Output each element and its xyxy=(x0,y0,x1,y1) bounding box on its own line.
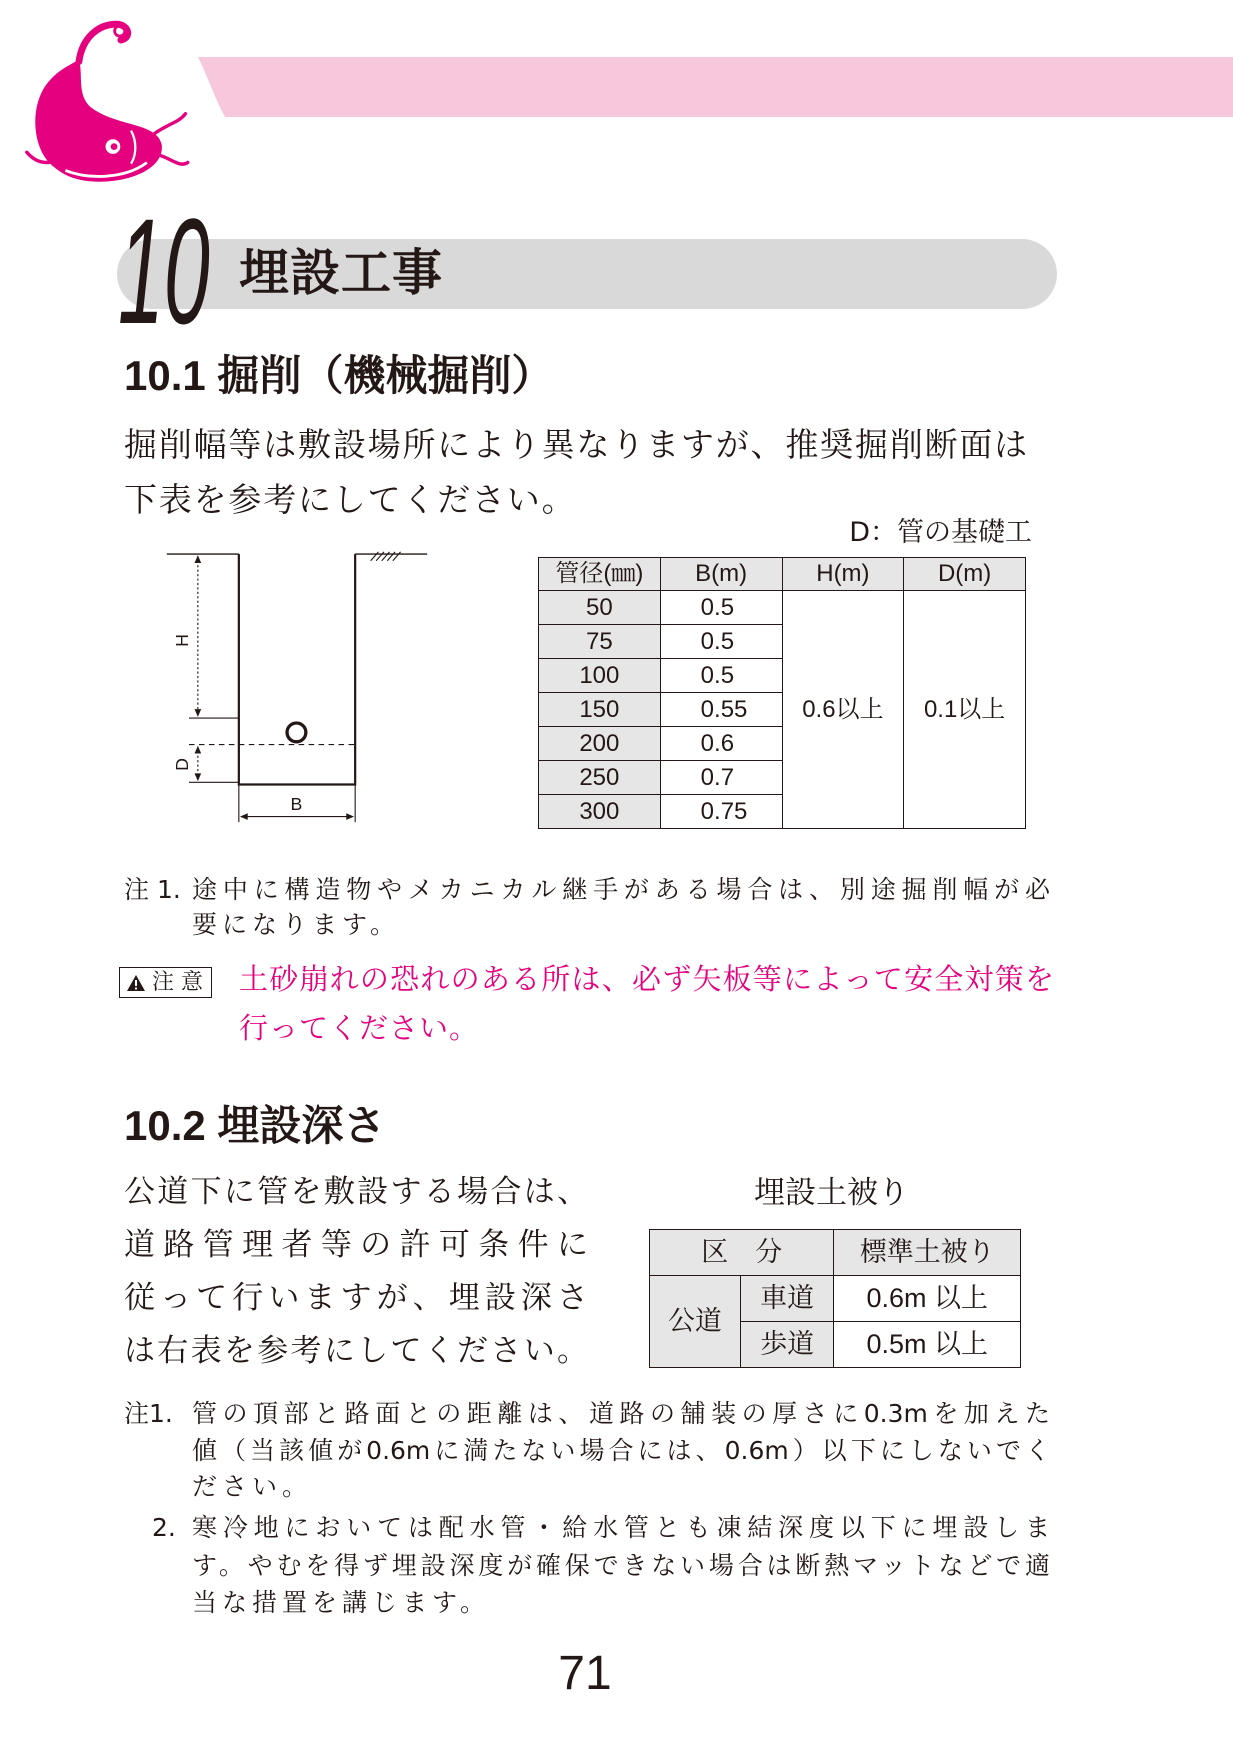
cell-diameter: 300 xyxy=(539,795,661,829)
table-header-row xyxy=(539,558,1026,591)
pipe-circle xyxy=(287,723,306,742)
catfish-body xyxy=(35,59,162,181)
paragraph-line: 公道下に管を敷設する場合は、 xyxy=(124,1174,588,1210)
header-d: D(m) xyxy=(904,558,1026,591)
trench-cross-section-diagram xyxy=(161,543,433,831)
note-line: 管の頂部と路面との距離は、道路の舗装の厚さに0.3mを加えた xyxy=(192,1399,1050,1428)
note-line: 当な措置を講じます。 xyxy=(192,1588,491,1617)
cell-diameter: 200 xyxy=(539,727,661,761)
cell-diameter: 250 xyxy=(539,761,661,795)
header-standard-cover: 標準土被り xyxy=(834,1230,1021,1276)
caution-label: 注 意 xyxy=(152,969,203,995)
note-line: す。やむを得ず埋設深度が確保できない場合は断熱マットなどで適 xyxy=(192,1551,1050,1580)
note-line: ださい。 xyxy=(192,1472,313,1501)
note-line: 寒冷地においては配水管・給水管とも凍結深度以下に埋設しま xyxy=(192,1513,1050,1542)
cell-public-road: 公道 xyxy=(650,1276,741,1368)
trench-outline xyxy=(239,554,355,784)
cell-d-value: 0.1以上 xyxy=(904,591,1026,829)
excavation-dimension-table xyxy=(538,557,1026,829)
cell-diameter: 50 xyxy=(539,591,661,625)
cell-diameter: 75 xyxy=(539,625,661,659)
header-pipe-diameter: 管径(㎜) xyxy=(539,558,661,591)
chapter-number: 10 xyxy=(118,187,210,355)
label-h: H xyxy=(171,634,192,647)
cell-b: 0.6 xyxy=(660,727,782,761)
cell-diameter: 100 xyxy=(539,659,661,693)
note-marker: 2. xyxy=(152,1513,176,1542)
cell-h-value: 0.6以上 xyxy=(782,591,904,829)
cell-depth: 0.6m 以上 xyxy=(834,1276,1021,1322)
paragraph-line: は右表を参考にしてください。 xyxy=(124,1333,588,1369)
cell-road-type: 車道 xyxy=(740,1276,834,1322)
header-category: 区 分 xyxy=(650,1230,834,1276)
cell-b: 0.5 xyxy=(660,659,782,693)
note-line: 値（当該値が0.6mに満たない場合には、0.6m）以下にしないでく xyxy=(192,1436,1050,1465)
note-marker: 注1. xyxy=(124,1399,173,1428)
paragraph-line: 従って行いますが、埋設深さ xyxy=(124,1280,588,1316)
page-number: 71 xyxy=(558,1647,612,1700)
catfish-whisker xyxy=(157,155,188,165)
table-header-row xyxy=(650,1230,1021,1276)
paragraph-line: 掘削幅等は敷設場所により異なりますが、推奨掘削断面は xyxy=(124,425,1029,464)
table-row xyxy=(650,1276,1021,1322)
section-heading-excavation: 10.1 掘削（機械掘削） xyxy=(124,352,554,399)
catfish-whisker xyxy=(154,114,186,134)
section-heading-burial-depth: 10.2 埋設深さ xyxy=(124,1102,386,1149)
note-marker: 注 1. xyxy=(124,875,181,904)
cell-road-type: 歩道 xyxy=(740,1322,834,1368)
table-legend: D：管の基礎工 xyxy=(849,517,1032,548)
caution-label-box xyxy=(119,967,212,998)
catfish-mascot-icon xyxy=(20,14,190,184)
cell-b: 0.75 xyxy=(660,795,782,829)
note-line: 途中に構造物やメカニカル継手がある場合は、別途掘削幅が必 xyxy=(192,875,1050,904)
note-line: 要になります。 xyxy=(192,910,401,939)
header-b: B(m) xyxy=(660,558,782,591)
chapter-title: 埋設工事 xyxy=(239,244,443,302)
warning-triangle-icon xyxy=(126,974,146,992)
label-d: D xyxy=(171,758,192,771)
dimension-arrows xyxy=(195,555,355,820)
cell-depth: 0.5m 以上 xyxy=(834,1322,1021,1368)
caution-text-line: 土砂崩れの恐れのある所は、必ず矢板等によって安全対策を xyxy=(239,962,1054,996)
cell-b: 0.55 xyxy=(660,693,782,727)
cell-diameter: 150 xyxy=(539,693,661,727)
header-h: H(m) xyxy=(782,558,904,591)
cell-b: 0.7 xyxy=(660,761,782,795)
soil-hatching xyxy=(371,552,401,561)
label-b: B xyxy=(290,793,303,814)
burial-cover-table xyxy=(649,1229,1021,1368)
paragraph-line: 道路管理者等の許可条件に xyxy=(124,1227,588,1263)
caution-text-line: 行ってください。 xyxy=(239,1011,480,1045)
table-caption: 埋設土被り xyxy=(754,1175,909,1211)
table-row xyxy=(539,591,1026,625)
cell-b: 0.5 xyxy=(660,591,782,625)
paragraph-line: 下表を参考にしてください。 xyxy=(124,480,577,519)
header-band xyxy=(195,57,1233,117)
catfish-tail-curl xyxy=(79,24,128,61)
cell-b: 0.5 xyxy=(660,625,782,659)
